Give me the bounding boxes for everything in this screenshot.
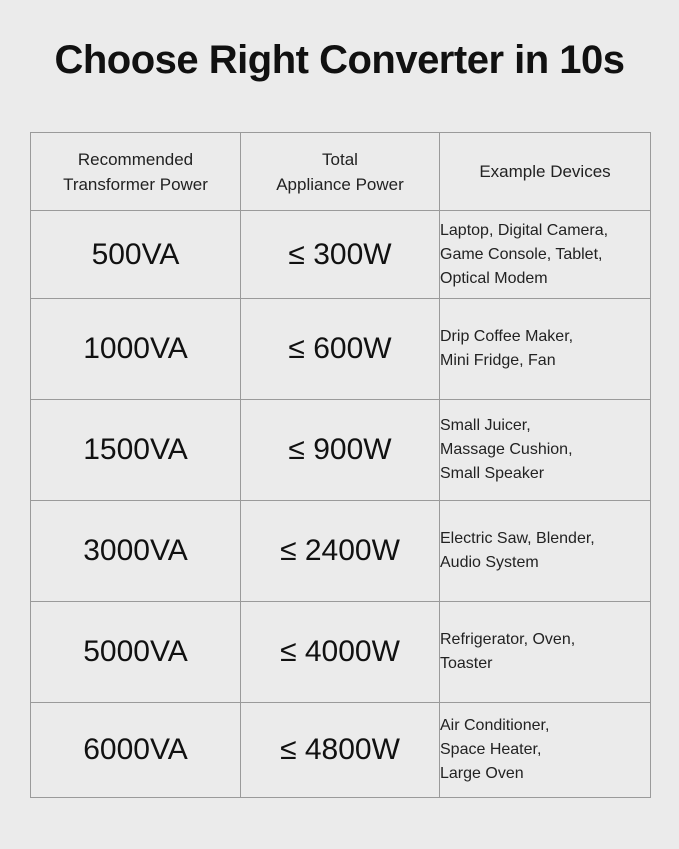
header-line: Recommended [77,149,194,169]
table-header-row [31,133,651,211]
device-line: Audio System [440,554,539,571]
example-devices-cell [440,703,651,798]
transformer-power-cell: 1500VA [31,400,241,501]
table-row [31,400,651,501]
appliance-power-cell: ≤ 300W [241,211,440,299]
header-transformer-power [31,133,241,211]
header-appliance-power [241,133,440,211]
transformer-power-cell: 500VA [31,211,241,299]
transformer-power-cell: 3000VA [31,501,241,602]
appliance-power-cell: ≤ 600W [241,299,440,400]
appliance-power-cell: ≤ 4800W [241,703,440,798]
transformer-power-cell: 6000VA [31,703,241,798]
device-line: Game Console, Tablet, [440,245,603,263]
device-line: Massage Cushion, [440,441,573,458]
device-line: Electric Saw, Blender, [440,530,595,547]
appliance-power-cell: ≤ 900W [241,400,440,501]
device-line: Mini Fridge, Fan [440,352,556,369]
table-row [31,501,651,602]
header-line: Appliance Power [276,174,404,194]
header-example-devices [440,133,651,211]
table-row [31,211,651,299]
example-devices-cell [440,602,651,703]
device-line: Small Juicer, [440,417,531,434]
device-line: Air Conditioner, [440,717,550,734]
table-row [31,703,651,798]
device-line: Optical Modem [440,269,548,287]
header-line: Transformer Power [63,174,208,194]
example-devices-cell [440,400,651,501]
device-line: Small Speaker [440,465,545,482]
appliance-power-cell: ≤ 2400W [241,501,440,602]
header-line: Total [322,149,358,169]
device-line: Large Oven [440,765,524,782]
device-line: Space Heater, [440,741,542,758]
device-line: Refrigerator, Oven, [440,631,576,648]
example-devices-cell [440,211,651,299]
table-row [31,602,651,703]
appliance-power-cell: ≤ 4000W [241,602,440,703]
page-title: Choose Right Converter in 10s [54,38,625,82]
example-devices-cell [440,299,651,400]
device-line: Drip Coffee Maker, [440,328,574,345]
example-devices-cell [440,501,651,602]
header-line: Example Devices [479,162,611,181]
converter-table [30,132,651,798]
table-row [31,299,651,400]
transformer-power-cell: 1000VA [31,299,241,400]
device-line: Toaster [440,655,493,672]
device-line: Laptop, Digital Camera, [440,221,609,239]
transformer-power-cell: 5000VA [31,602,241,703]
